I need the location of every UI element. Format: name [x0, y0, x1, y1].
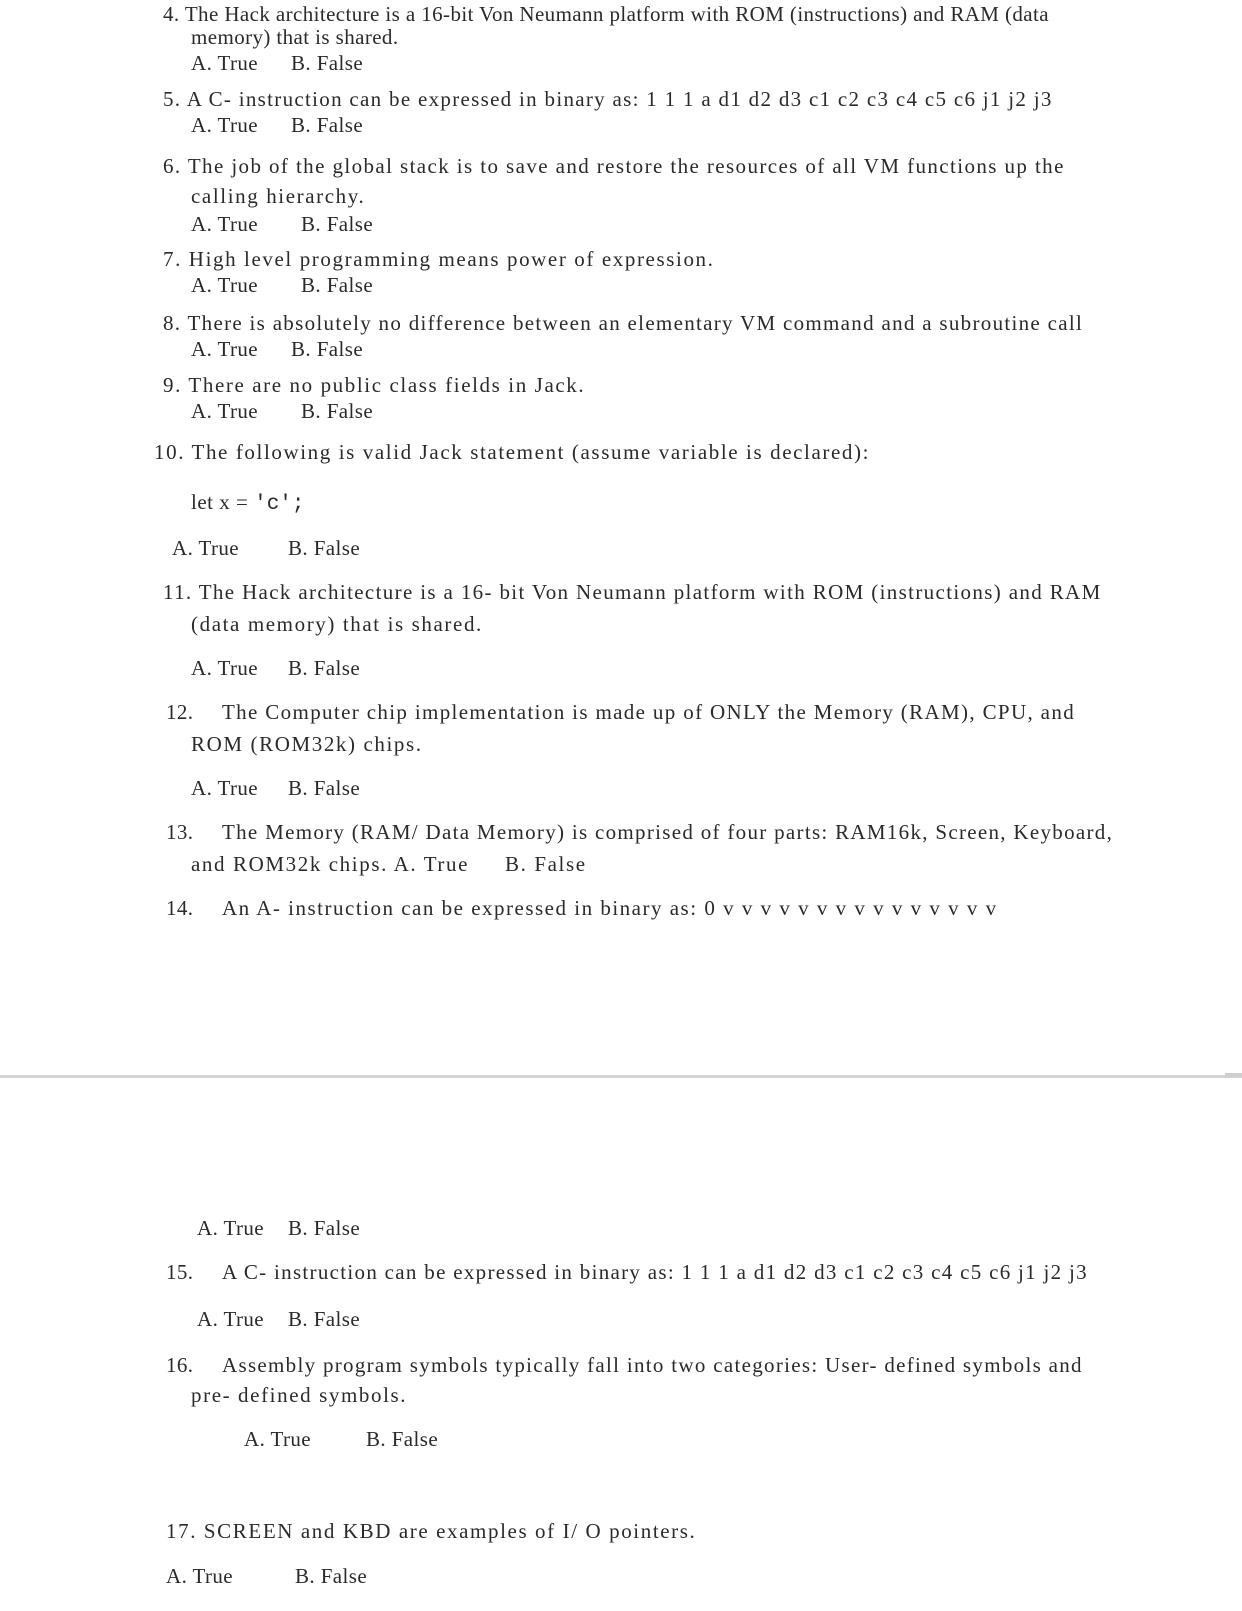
option-b[interactable]: B. False [301, 399, 374, 423]
question-17-options [166, 1564, 367, 1588]
question-14-text: An A- instruction can be expressed in binary as: 0 v v v v v v v v v v v v v v v [222, 896, 998, 920]
option-a[interactable]: A. True [172, 536, 239, 560]
question-4-text-cont: memory) that is shared. [191, 25, 399, 49]
option-b[interactable]: B. False [288, 1216, 361, 1240]
option-a[interactable]: A. True [191, 212, 258, 236]
option-a[interactable]: A. True [191, 51, 258, 75]
question-12-number: 12. [166, 700, 194, 724]
option-b[interactable]: B. False [288, 776, 361, 800]
question-16-text: Assembly program symbols typically fall into two categories: User- defined symbols and [222, 1353, 1083, 1377]
question-16-options [244, 1427, 438, 1451]
option-b[interactable]: B. False [288, 536, 361, 560]
question-13-text-cont [191, 852, 587, 876]
question-13-text: The Memory (RAM/ Data Memory) is comprised of four parts: RAM16k, Screen, Keyboard, [222, 820, 1114, 844]
option-a[interactable]: A. True [197, 1307, 264, 1331]
code-value: 'c'; [254, 493, 305, 516]
option-a[interactable]: A. True [191, 656, 258, 680]
question-12-text-cont: ROM (ROM32k) chips. [191, 732, 423, 756]
question-15-options [197, 1307, 360, 1331]
question-8-options [191, 337, 363, 361]
question-12-text: The Computer chip implementation is made up of ONLY the Memory (RAM), CPU, and [222, 700, 1076, 724]
question-5-options [191, 113, 363, 137]
option-a[interactable]: A. True [166, 1564, 233, 1588]
code-snippet [191, 490, 305, 517]
question-6-text: 6. The job of the global stack is to save and restore the resources of all VM functions up the [163, 154, 1065, 178]
option-b[interactable]: B. False [291, 113, 364, 137]
option-b[interactable]: B. False [295, 1564, 368, 1588]
question-15-number: 15. [166, 1260, 194, 1284]
question-4-options [191, 51, 363, 75]
page-divider [0, 1075, 1242, 1078]
question-13-number: 13. [166, 820, 194, 844]
question-11-text: 11. The Hack architecture is a 16- bit Von Neumann platform with ROM (instructions) and RAM [163, 580, 1102, 604]
option-b[interactable]: B. False [505, 852, 587, 876]
question-14-options [197, 1216, 360, 1240]
option-b[interactable]: B. False [288, 1307, 361, 1331]
page-divider-tick [1225, 1073, 1242, 1077]
question-6-text-cont: calling hierarchy. [191, 184, 366, 208]
question-7-options [191, 273, 373, 297]
option-a[interactable]: A. True [191, 337, 258, 361]
option-b[interactable]: B. False [291, 51, 364, 75]
question-6-options [191, 212, 373, 236]
question-10-options [172, 536, 360, 560]
question-10-text: 10. The following is valid Jack statement (assume variable is declared): [154, 440, 871, 464]
question-7-text: 7. High level programming means power of expression. [163, 247, 715, 271]
question-5-text: 5. A C- instruction can be expressed in binary as: 1 1 1 a d1 d2 d3 c1 c2 c3 c4 c5 c6 j1 j2 j3 [163, 87, 1053, 111]
option-b[interactable]: B. False [291, 337, 364, 361]
question-12-options [191, 776, 360, 800]
question-8-text: 8. There is absolutely no difference between an elementary VM command and a subroutine call [163, 311, 1084, 335]
question-4-text: 4. The Hack architecture is a 16-bit Von Neumann platform with ROM (instructions) and RAM (data [163, 2, 1049, 26]
option-a[interactable]: A. True [197, 1216, 264, 1240]
question-11-text-cont: (data memory) that is shared. [191, 612, 483, 636]
option-b[interactable]: B. False [366, 1427, 439, 1451]
option-a[interactable]: A. True [191, 776, 258, 800]
option-a[interactable]: A. True [244, 1427, 311, 1451]
question-13-text-tail: and ROM32k chips. A. True [191, 852, 470, 876]
option-b[interactable]: B. False [301, 212, 374, 236]
option-a[interactable]: A. True [191, 273, 258, 297]
option-b[interactable]: B. False [301, 273, 374, 297]
question-16-text-cont: pre- defined symbols. [191, 1383, 408, 1407]
question-15-text: A C- instruction can be expressed in binary as: 1 1 1 a d1 d2 d3 c1 c2 c3 c4 c5 c6 j1 j2 j3 [222, 1260, 1088, 1284]
option-a[interactable]: A. True [191, 399, 258, 423]
question-16-number: 16. [166, 1353, 194, 1377]
question-14-number: 14. [166, 896, 194, 920]
code-prefix: let x = [191, 490, 255, 514]
question-11-options [191, 656, 360, 680]
question-9-options [191, 399, 373, 423]
option-a[interactable]: A. True [191, 113, 258, 137]
question-9-text: 9. There are no public class fields in Jack. [163, 373, 586, 397]
option-b[interactable]: B. False [288, 656, 361, 680]
question-17-text: 17. SCREEN and KBD are examples of I/ O pointers. [166, 1519, 697, 1543]
